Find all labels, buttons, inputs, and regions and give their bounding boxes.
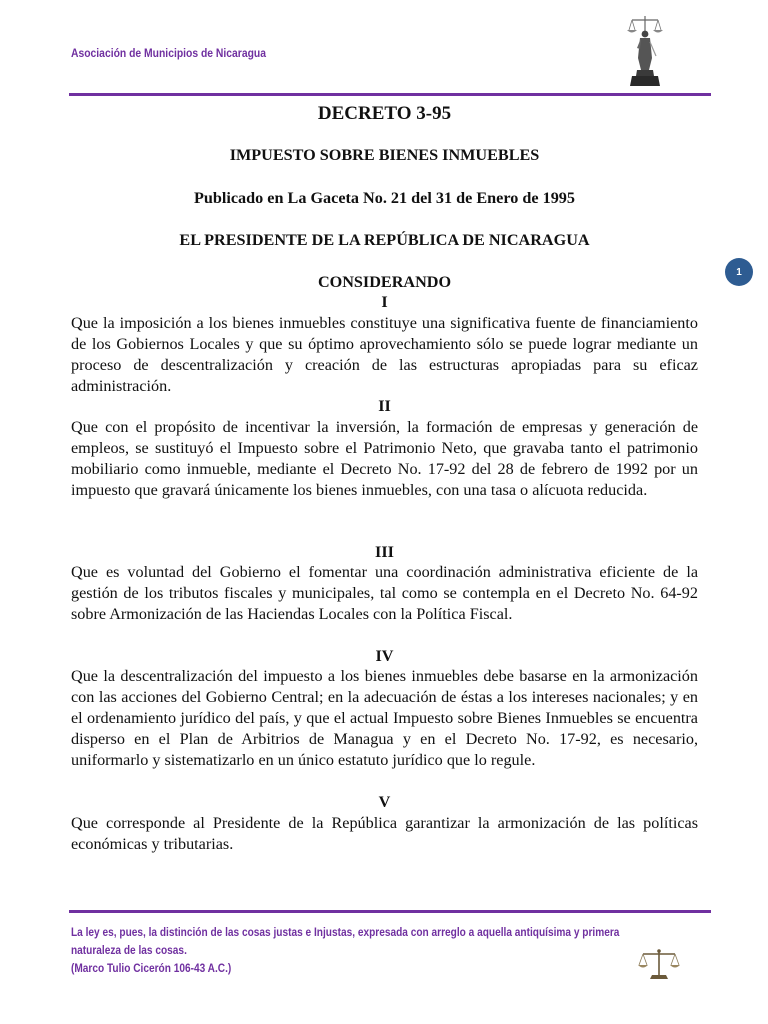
considering-heading: CONSIDERANDO: [317, 273, 452, 291]
numeral-heading: IV: [375, 647, 394, 665]
publication-line: Publicado en La Gaceta No. 21 del 31 de Enero de 1995: [193, 189, 575, 207]
lady-justice-icon: [618, 12, 668, 88]
quote-line: La ley es, pues, la distinción de las cosas justas e Injustas, expresada con arreglo a aquella antiquísima y primera: [71, 927, 620, 939]
numeral-heading: I: [381, 293, 388, 311]
page-number-badge: 1: [725, 258, 753, 286]
consideration-paragraph: Que la descentralización del impuesto a los bienes inmuebles debe basarse en la armonización con las acciones del Gobierno Central; en la adecuación de éstas a los intereses nacionales; y en el ordenamiento jurídico del país, y que el actual Impuesto sobre Bienes Inmuebles se encuentra disperso en el Plan de Arbitrios de Managua y en el Decreto No. 17-92, es necesario, uniformarlo y sistematizarlo en un único estatuto jurídico que lo regule.: [71, 667, 698, 769]
consideration-paragraph: Que con el propósito de incentivar la inversión, la formación de empresas y generación de empleos, se sustituyó el Impuesto sobre el Patrimonio Neto, que gravaba tanto el patrimonio mobiliario como inmueble, mediante el Decreto No. 17-92 del 28 de febrero de 1992 por un impuesto que gravará únicamente los bienes inmuebles, con una tasa o alícuota reducida.: [71, 418, 698, 499]
consideration-paragraph: Que es voluntad del Gobierno el fomentar una coordinación administrativa eficiente de la gestión de los tributos fiscales y municipales, tal como se contempla en el Decreto No. 64-92 sobre Armonización de las Haciendas Locales con la Política Fiscal.: [71, 563, 698, 623]
header-divider: [69, 93, 711, 96]
quote-attribution: (Marco Tulio Cicerón 106-43 A.C.): [71, 963, 232, 975]
consideration-paragraph: Que la imposición a los bienes inmuebles constituye una significativa fuente de financiamiento de los Gobiernos Locales y que su óptimo aprovechamiento sólo se puede lograr mediante un proceso de descentralización y creación de las estructuras apropiadas para su eficaz administración.: [71, 314, 698, 395]
numeral-heading: V: [378, 793, 391, 811]
scales-of-justice-icon: [638, 948, 680, 980]
footer-divider: [69, 910, 711, 913]
issuer-heading: EL PRESIDENTE DE LA REPÚBLICA DE NICARAGUA: [179, 231, 590, 249]
consideration-paragraph: Que corresponde al Presidente de la República garantizar la armonización de las políticas económicas y tributarias.: [71, 814, 698, 853]
decree-title: DECRETO 3-95: [317, 103, 452, 124]
organization-name: Asociación de Municipios de Nicaragua: [71, 48, 266, 60]
numeral-heading: III: [375, 543, 394, 561]
quote-line: naturaleza de las cosas.: [71, 945, 187, 957]
footer-quote: [71, 924, 711, 978]
numeral-heading: II: [378, 397, 391, 415]
decree-subject: IMPUESTO SOBRE BIENES INMUEBLES: [229, 146, 540, 164]
